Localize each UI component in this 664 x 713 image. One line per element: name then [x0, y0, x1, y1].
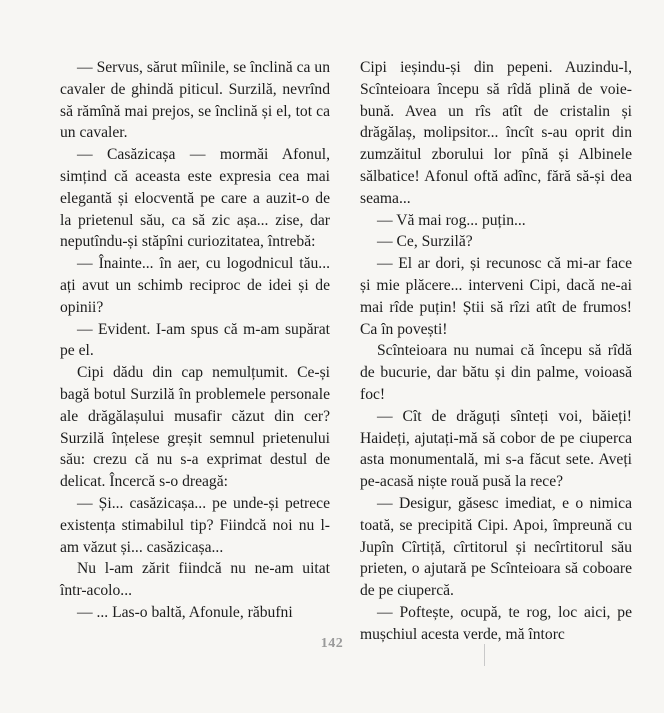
paragraph: Cipi dădu din cap nemulțumit. Ce-și bagă botul Surzilă în problemele personale ale drăgălașului musafir căzut din cer? Surzilă înțelese greșit semnul prietenului său: crezu că nu s-a exprimat destul de delicat. Încercă s-o dreagă:: [60, 364, 330, 491]
paragraph: — Înainte... în aer, cu logodnicul tău... ați avut un schimb reciproc de idei și de opinii?: [60, 255, 330, 316]
paragraph: Nu l-am zărit fiindcă nu ne-am uitat într-acolo...: [60, 560, 330, 600]
paragraph: — Și... casăzicașa... pe unde-și petrece existența stimabilul tip? Fiindcă noi nu l-am văzut și... casăzicașa...: [60, 494, 330, 556]
paragraph: — Evident. I-am spus că m-am supărat pe el.: [60, 320, 330, 360]
left-column: [60, 57, 330, 624]
paragraph: — Servus, sărut mîinile, se înclină ca un cavaler de ghindă piticul. Surzilă, nevrînd să rămînă mai prejos, se înclină și el, tot ca un cavaler.: [60, 59, 330, 142]
paragraph: — Ce, Surzilă?: [377, 233, 473, 251]
paragraph: — El ar dori, și recunosc că mi-ar face și mie plăcere... interveni Cipi, dacă ne-ai mai rîde puțin! Știi să rîzi atît de frumos! Ca în povești!: [360, 255, 632, 338]
paragraph: — ... Las-o baltă, Afonule, răbufni: [77, 603, 293, 621]
paragraph: — Cît de drăguți sînteți voi, băieți! Haideți, ajutați-mă să cobor de pe ciuperca asta monumentală, mi s-a făcut sete. Aveți pe-acasă niște rouă pusă la rece?: [360, 407, 632, 491]
paragraph: — Poftește, ocupă, te rog, loc aici, pe mușchiul acesta verde, mă întorc: [360, 603, 632, 643]
paragraph: Cipi ieșindu-și din pepeni. Auzindu-l, Scînteioara începu să rîdă plină de voie-bună. Avea un rîs atît de cristalin și drăgălaș, molipsitor... încît s-au oprit din zumzăitul zborului lor pînă și Albinele sălbatice! Afonul oftă adînc, fără să-și dea seama...: [360, 59, 632, 207]
paragraph: Scînteioara nu numai că începu să rîdă de bucurie, dar bătu și din palme, voioasă foc!: [360, 342, 632, 403]
page-number: 142: [320, 636, 344, 651]
paragraph: — Desigur, găsesc imediat, e o nimica toată, se precipită Cipi. Apoi, împreună cu Jupîn Cîrtiță, cîrtitorul și necîrtitorul său prieten, o ajutară pe Scînteioara să coboare de pe ciupercă.: [360, 494, 632, 600]
paragraph: — Casăzicașa — mormăi Afonul, simțind că aceasta este expresia cea mai elegantă și elocventă pe care a auzit-o de la prietenul său, ca să zic așa... zise, dar neputîndu-și stăpîni curiozitatea, întrebă:: [60, 146, 330, 251]
right-column: [360, 57, 632, 646]
scan-mark: [484, 644, 485, 666]
paragraph: — Vă mai rog... puțin...: [377, 211, 526, 229]
